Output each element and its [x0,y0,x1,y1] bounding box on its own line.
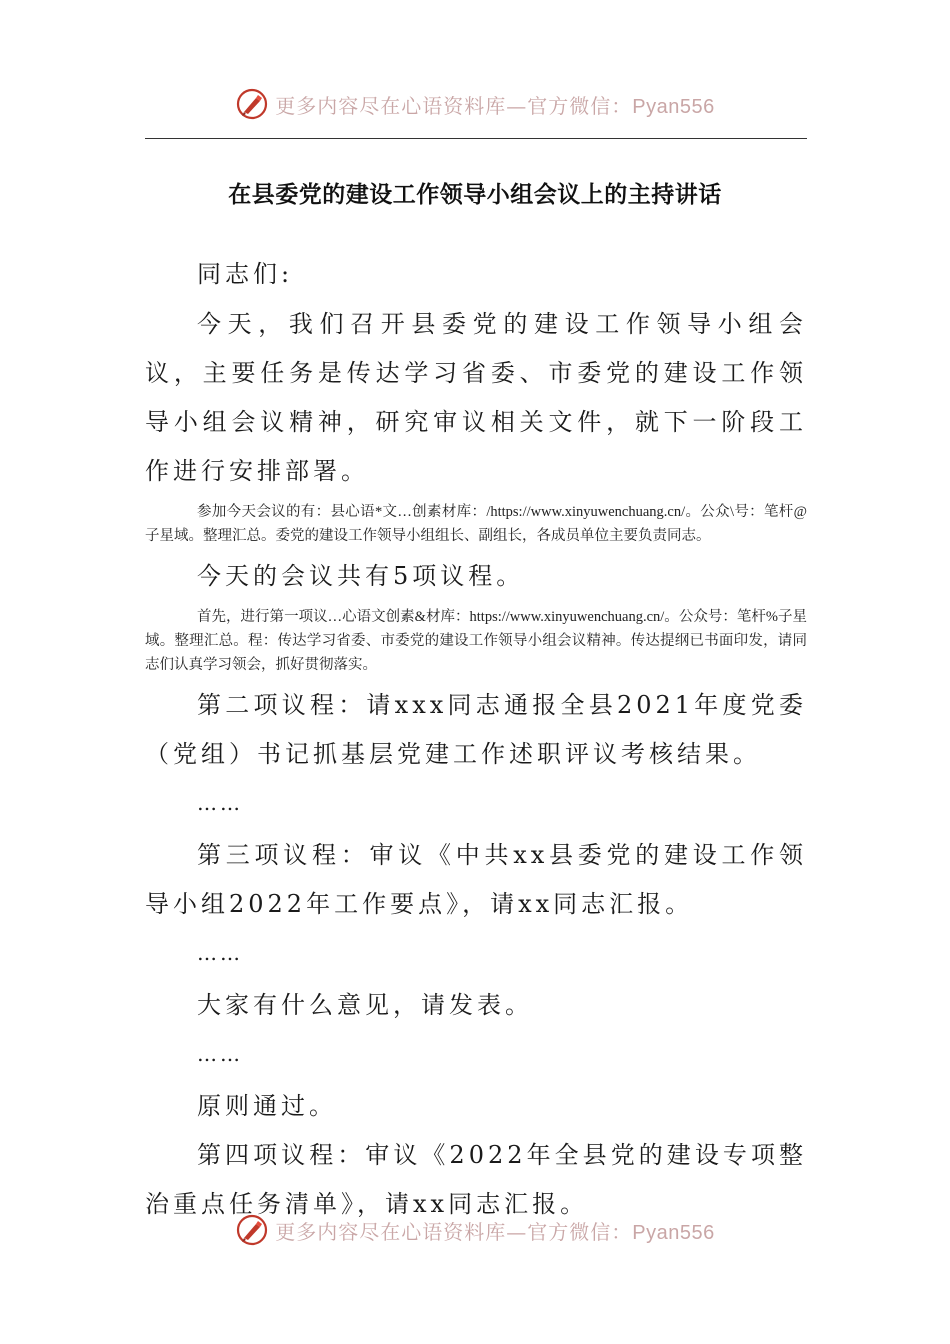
agenda-item-1-paragraph: 首先，进行第一项议…心语文创素&材库：https://www.xinyuwenchuang.cn/。公众号：笔杆%子星域。整理汇总。程：传达学习省委、市委党的建设工作领导小组会议精神。传达提纲已书面印发，请同志们认真学习领会，抓好贯彻落实。 [145,609,807,673]
agenda-item-3-paragraph: 第三项议程：审议《中共xx县委党的建设工作领导小组2022年工作要点》，请xx同志汇报。 [145,841,807,918]
pen-logo-icon [235,1213,269,1247]
document-body [145,250,807,1229]
header-divider [145,138,807,139]
agenda-item-2-paragraph: 第二项议程：请xxx同志通报全县2021年度党委（党组）书记抓基层党建工作述职评议考核结果。 [145,691,807,768]
wechat-id: Pyan556 [632,1221,715,1244]
agenda-count-paragraph: 今天的会议共有5项议程。 [197,562,525,590]
footer-banner [0,1208,950,1252]
opening-paragraph: 今天，我们召开县委党的建设工作领导小组会议，主要任务是传达学习省委、市委党的建设工作领导小组会议精神，研究审议相关文件，就下一阶段工作进行安排部署。 [145,310,807,485]
agenda-item-4-paragraph: 第四项议程：审议《2022年全县党的建设专项整治重点任务清单》，请xx同志汇报。 [145,1141,807,1218]
attendees-paragraph: 参加今天会议的有：县心语*文…创素材库：/https://www.xinyuwenchuang.cn/。公众\号：笔杆@子星域。整理汇总。委党的建设工作领导小组组长、副组长，各成员单位主要负责同志。 [145,504,807,544]
banner-text [275,90,714,119]
pen-logo-icon [235,87,269,121]
ellipsis-1: …… [197,791,243,815]
banner-slogan: 更多内容尽在心语资料库—官方微信： [275,93,633,118]
ellipsis-2: …… [197,941,243,965]
approved-paragraph: 原则通过。 [197,1092,337,1120]
ellipsis-3: …… [197,1042,243,1066]
document-title: 在县委党的建设工作领导小组会议上的主持讲话 [228,181,722,208]
opinion-paragraph: 大家有什么意见，请发表。 [197,991,533,1019]
wechat-id: Pyan556 [632,95,715,118]
banner-text [275,1216,714,1245]
header-banner [0,82,950,126]
banner-slogan: 更多内容尽在心语资料库—官方微信： [275,1219,633,1244]
salutation-paragraph: 同志们: [197,260,294,288]
